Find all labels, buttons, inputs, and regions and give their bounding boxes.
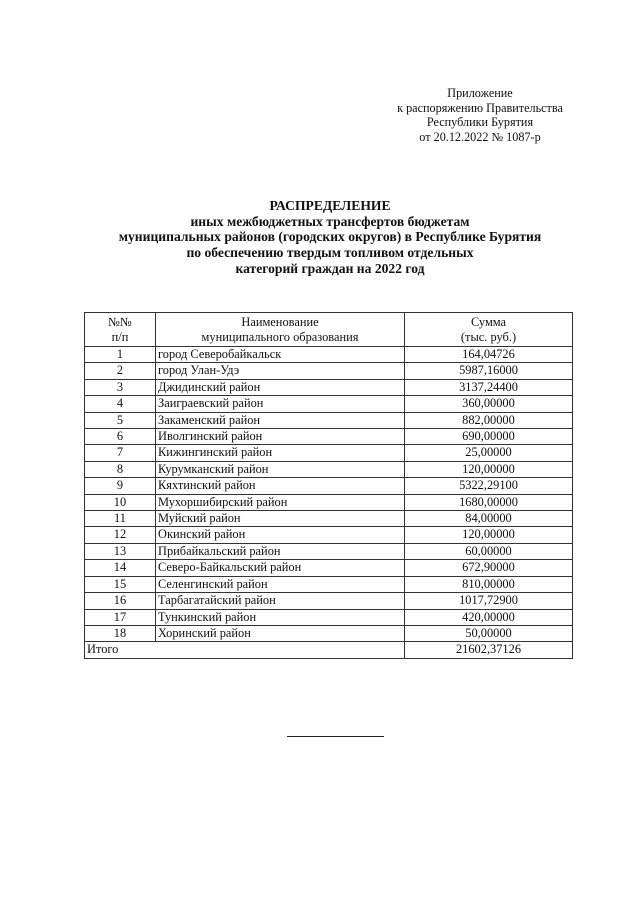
cell-number: 2 <box>85 363 156 379</box>
title-line: муниципальных районов (городских округов) в Республике Бурятия <box>118 229 542 245</box>
cell-name: Тарбагатайский район <box>156 593 405 609</box>
cell-name: Селенгинский район <box>156 576 405 592</box>
header-number <box>85 313 156 347</box>
table-row <box>85 379 573 395</box>
header-text: №№ <box>108 315 132 329</box>
cell-number: 11 <box>85 511 156 527</box>
table-header-row <box>85 313 573 347</box>
cell-number: 4 <box>85 396 156 412</box>
cell-sum: 672,90000 <box>405 560 573 576</box>
cell-sum: 3137,24400 <box>405 379 573 395</box>
header-text: (тыс. руб.) <box>460 329 517 344</box>
cell-sum: 5322,29100 <box>405 478 573 494</box>
table-row <box>85 347 573 363</box>
distribution-table <box>84 312 573 659</box>
table-row <box>85 478 573 494</box>
cell-sum: 164,04726 <box>405 347 573 363</box>
table-row <box>85 429 573 445</box>
annex-line: Приложение <box>447 86 513 100</box>
table-row <box>85 511 573 527</box>
cell-sum: 60,00000 <box>405 543 573 559</box>
title-line: РАСПРЕДЕЛЕНИЕ <box>269 198 391 213</box>
cell-number: 8 <box>85 461 156 477</box>
cell-name: Тункинский район <box>156 609 405 625</box>
cell-name: Окинский район <box>156 527 405 543</box>
title-line: по обеспечению твердым топливом отдельных <box>186 245 474 261</box>
cell-name: Закаменский район <box>156 412 405 428</box>
cell-sum: 882,00000 <box>405 412 573 428</box>
cell-name: город Улан-Удэ <box>156 363 405 379</box>
cell-name: Кяхтинский район <box>156 478 405 494</box>
header-text: Наименование <box>241 315 319 329</box>
table-row <box>85 625 573 641</box>
cell-sum: 5987,16000 <box>405 363 573 379</box>
table-row <box>85 560 573 576</box>
annex-line: Республики Бурятия <box>426 115 534 130</box>
cell-name: Иволгинский район <box>156 429 405 445</box>
table-row <box>85 593 573 609</box>
cell-name: город Северобайкальск <box>156 347 405 363</box>
table-row <box>85 527 573 543</box>
cell-number: 3 <box>85 379 156 395</box>
cell-name: Муйский район <box>156 511 405 527</box>
cell-name: Заиграевский район <box>156 396 405 412</box>
title-line: иных межбюджетных трансфертов бюджетам <box>190 213 470 229</box>
header-text: муниципального образования <box>201 329 359 344</box>
header-text: п/п <box>111 329 129 344</box>
table-row <box>85 396 573 412</box>
header-name <box>156 313 405 347</box>
table-row <box>85 494 573 510</box>
table-row <box>85 576 573 592</box>
title-line: категорий граждан на 2022 год <box>235 260 425 276</box>
cell-sum: 360,00000 <box>405 396 573 412</box>
table-row <box>85 412 573 428</box>
annex-block <box>330 86 630 144</box>
closing-rule <box>287 736 384 737</box>
cell-sum: 25,00000 <box>405 445 573 461</box>
cell-sum: 50,00000 <box>405 625 573 641</box>
total-label: Итого <box>85 642 405 658</box>
cell-name: Северо-Байкальский район <box>156 560 405 576</box>
table-row <box>85 445 573 461</box>
cell-number: 7 <box>85 445 156 461</box>
cell-number: 14 <box>85 560 156 576</box>
cell-number: 1 <box>85 347 156 363</box>
cell-name: Джидинский район <box>156 379 405 395</box>
cell-number: 18 <box>85 625 156 641</box>
header-text: Сумма <box>470 315 507 329</box>
table-row <box>85 609 573 625</box>
cell-sum: 690,00000 <box>405 429 573 445</box>
table-row <box>85 543 573 559</box>
cell-number: 13 <box>85 543 156 559</box>
total-row <box>85 642 573 658</box>
cell-name: Кижингинский район <box>156 445 405 461</box>
cell-sum: 810,00000 <box>405 576 573 592</box>
cell-number: 12 <box>85 527 156 543</box>
cell-sum: 120,00000 <box>405 461 573 477</box>
cell-number: 5 <box>85 412 156 428</box>
cell-name: Прибайкальский район <box>156 543 405 559</box>
cell-number: 17 <box>85 609 156 625</box>
table-body <box>85 347 573 659</box>
cell-number: 15 <box>85 576 156 592</box>
cell-name: Мухоршибирский район <box>156 494 405 510</box>
annex-line: к распоряжению Правительства <box>397 100 563 115</box>
cell-sum: 120,00000 <box>405 527 573 543</box>
cell-number: 16 <box>85 593 156 609</box>
cell-number: 6 <box>85 429 156 445</box>
header-sum <box>405 313 573 347</box>
annex-line: от 20.12.2022 № 1087-р <box>419 129 541 144</box>
cell-sum: 420,00000 <box>405 609 573 625</box>
document-title <box>60 198 600 277</box>
cell-name: Курумканский район <box>156 461 405 477</box>
cell-sum: 1680,00000 <box>405 494 573 510</box>
total-sum: 21602,37126 <box>405 642 573 658</box>
table-row <box>85 363 573 379</box>
cell-sum: 84,00000 <box>405 511 573 527</box>
table-row <box>85 461 573 477</box>
cell-name: Хоринский район <box>156 625 405 641</box>
cell-number: 10 <box>85 494 156 510</box>
cell-number: 9 <box>85 478 156 494</box>
cell-sum: 1017,72900 <box>405 593 573 609</box>
